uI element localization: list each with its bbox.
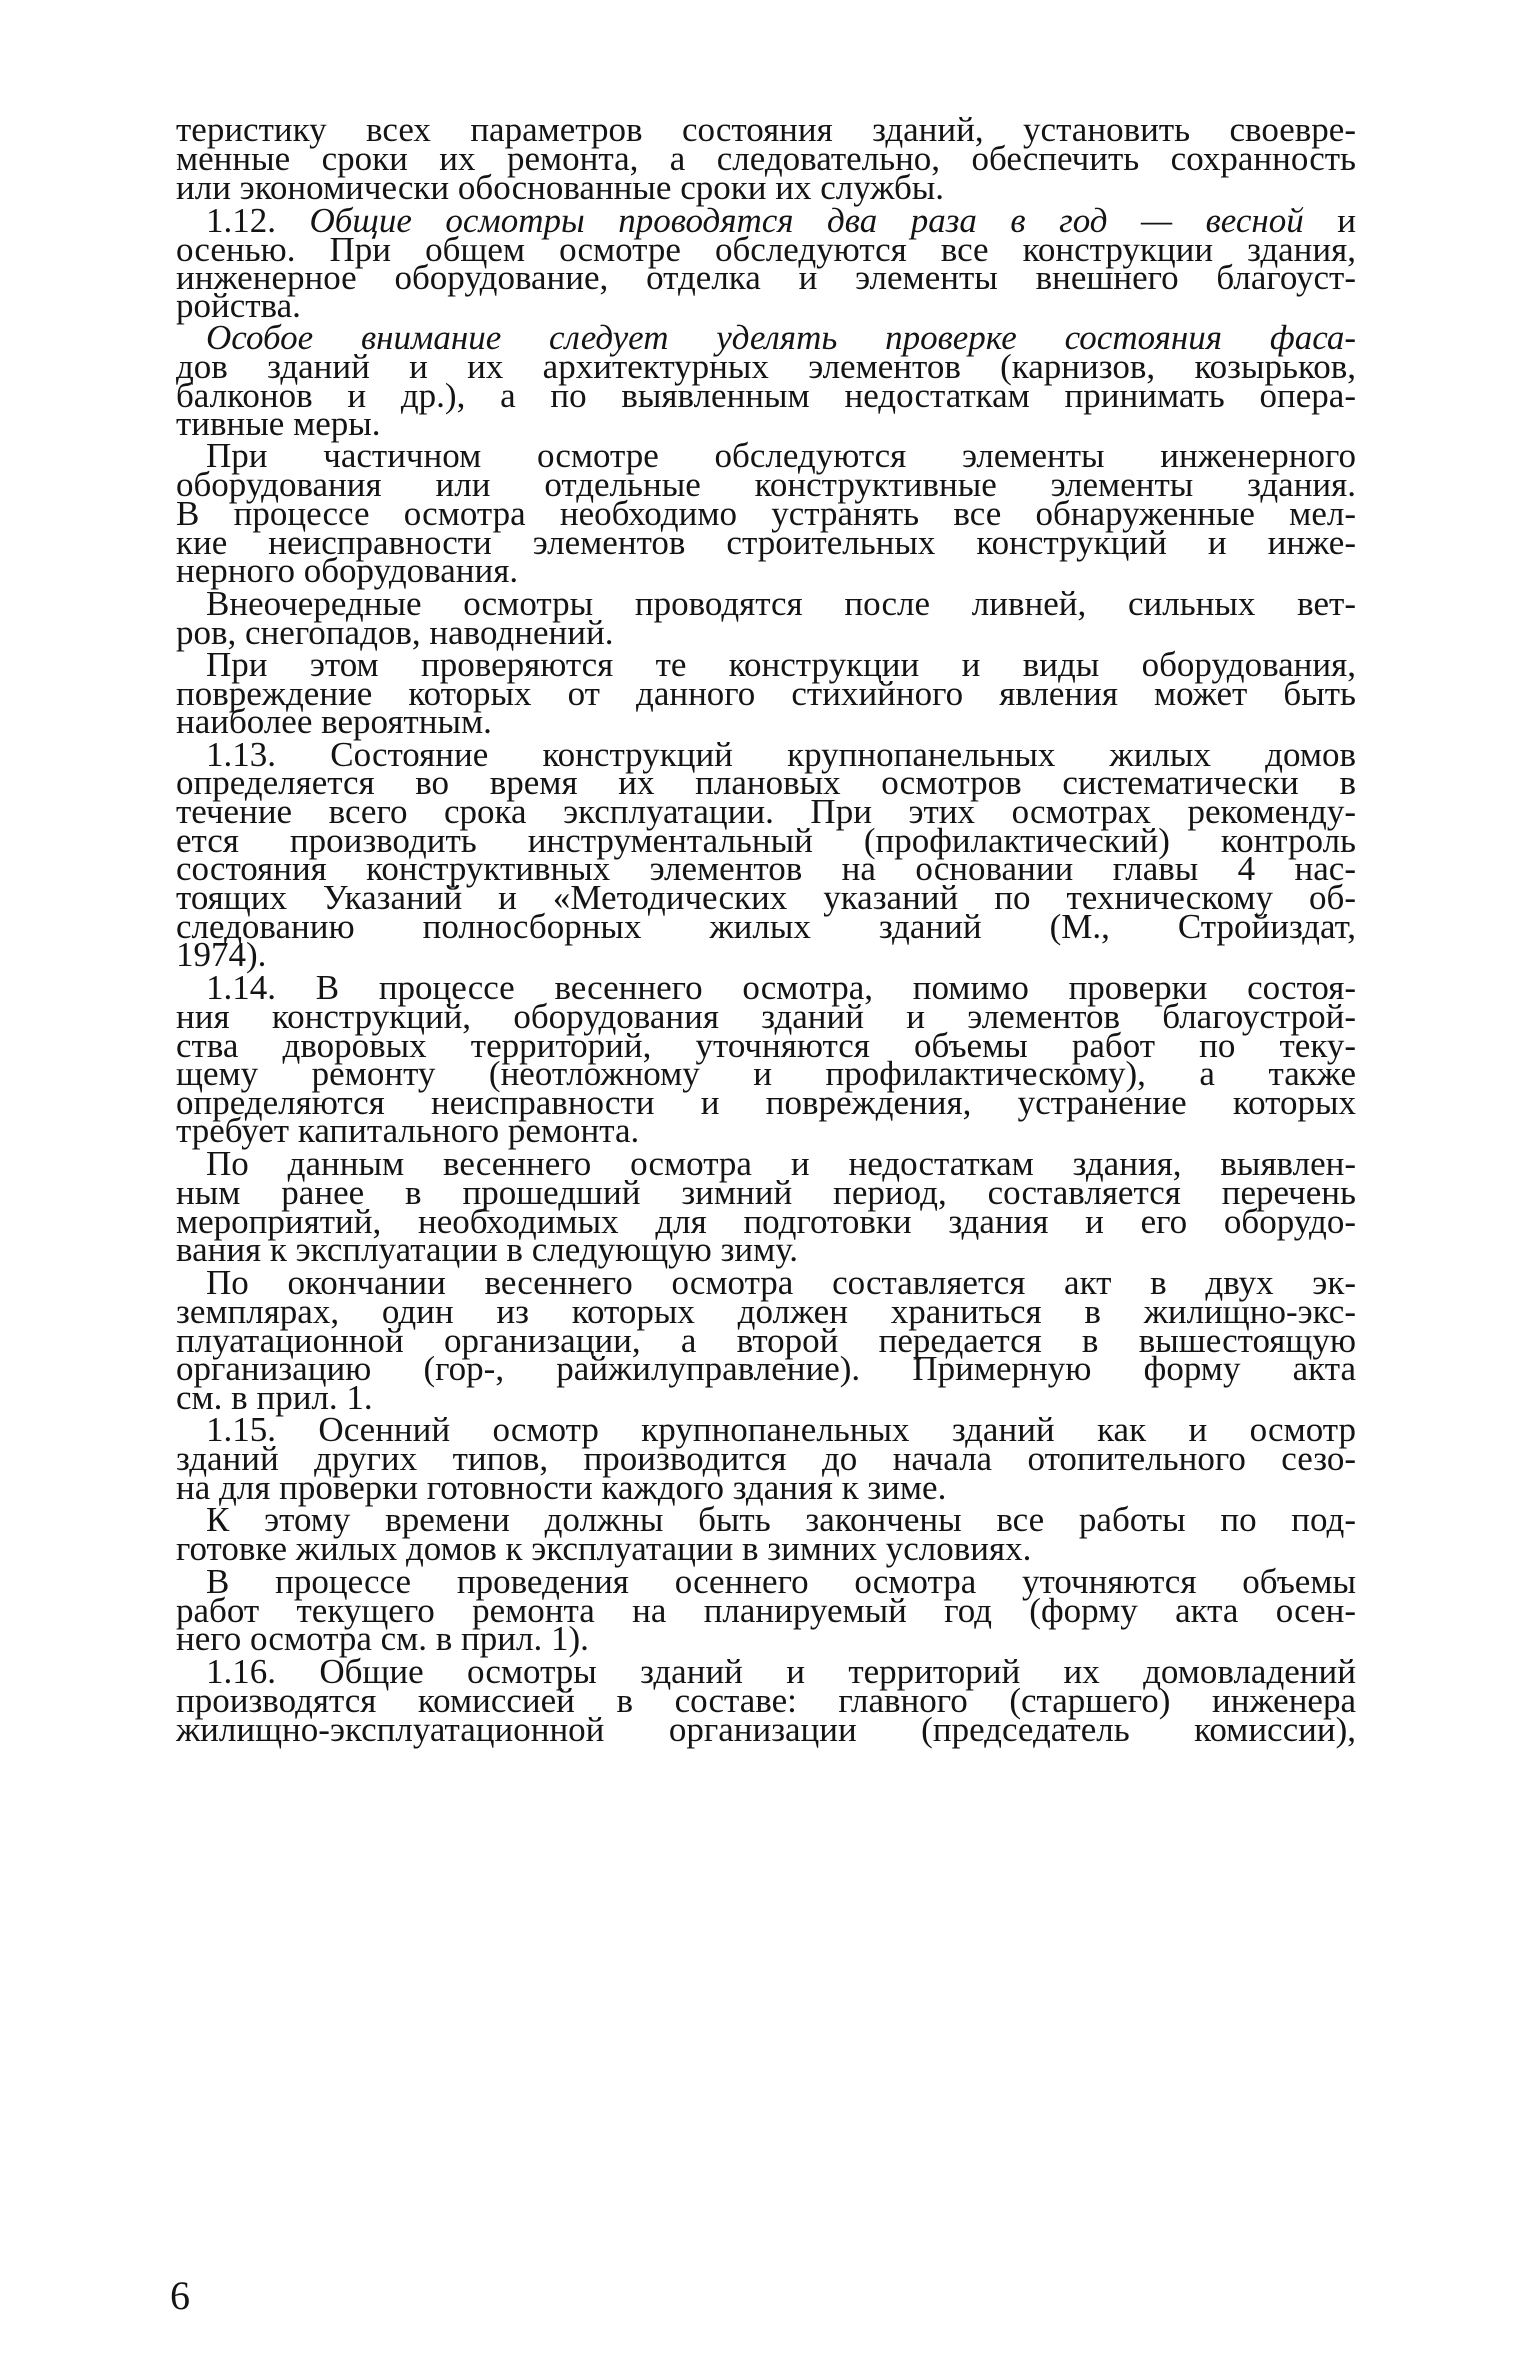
line-text: 1974). [176,935,267,974]
line-text: работ текущего ремонта на планируемый год (форму акта осен- [176,1591,1356,1630]
line-text: жилищно-эксплуатационной организации (председатель комиссии), [176,1710,1356,1749]
line-text: В процессе проведения осеннего осмотра уточняются объемы [206,1562,1356,1601]
text-line [176,1712,1356,1748]
line-text: нерного оборудования. [176,551,519,590]
line-text: При частичном осмотре обследуются элементы инженерного [206,436,1356,475]
line-text: дов зданий и их архитектурных элементов (карнизов, козырьков, [176,347,1356,386]
line-text: требует капитального ремонта. [176,1111,640,1150]
page-number: 6 [170,2273,190,2318]
line-text: состояния конструктивных элементов на основании главы 4 нас- [176,849,1356,888]
line-text: ется производить инструментальный (профилактический) контроль [176,821,1356,860]
line-text: повреждение которых от данного стихийного явления может быть [176,674,1356,713]
line-text: следованию полносборных жилых зданий (М., Стройиздат, [176,907,1356,946]
line-text: организацию (гор-, райжилуправление). Примерную форму акта [176,1349,1356,1388]
line-text: ства дворовых территорий, уточняются объемы работ по теку- [176,1026,1356,1065]
line-text: на для проверки готовности каждого здания к зиме. [176,1468,947,1507]
line-text: ния конструкций, оборудования зданий и элементов благоустрой- [176,997,1356,1036]
line-text: или экономически обоснованные сроки их службы. [176,168,945,207]
line-text: ров, снегопадов, наводнений. [176,613,614,652]
line-text: 1.15. Осенний осмотр крупнопанельных зданий как и осмотр [206,1410,1356,1449]
line-text: тивные меры. [176,404,381,443]
line-text: мероприятий, необходимых для подготовки здания и его оборудо- [176,1202,1356,1241]
line-text: балконов и др.), а по выявленным недостаткам принимать опера- [176,376,1356,415]
line-text: определяются неисправности и повреждения, устранение которых [176,1083,1356,1122]
line-text: зданий других типов, производится до начала отопительного сезо- [176,1439,1356,1478]
emphasis-text: Общие осмотры проводятся два раза в год — весной [309,201,1304,240]
line-text: земплярах, один из которых должен храниться в жилищно-экс- [176,1292,1356,1331]
line-text: кие неисправности элементов строительных конструкций и инже- [176,523,1356,562]
line-text: По данным весеннего осмотра и недостаткам здания, выявлен- [206,1144,1356,1183]
line-text: 1.14. В процессе весеннего осмотра, помимо проверки состоя- [206,968,1356,1007]
section-number: 1.12. [206,201,310,240]
line-text: осенью. При общем осмотре обследуются все конструкции здания, [176,230,1356,269]
line-text: см. в прил. 1. [176,1378,373,1417]
line-text: и [1303,201,1357,240]
line-text: менные сроки их ремонта, а следовательно, обеспечить сохранность [176,139,1356,178]
line-text: него осмотра см. в прил. 1). [176,1619,589,1658]
line-text: 1.13. Состояние конструкций крупнопанельных жилых домов [206,735,1356,774]
line-text: В процессе осмотра необходимо устранять все обнаруженные мел- [176,494,1356,533]
line-text: оборудования или отдельные конструктивные элементы здания. [176,465,1356,504]
line-text: тоящих Указаний и «Методических указаний по техническому об- [176,878,1356,917]
line-text: теристику всех параметров состояния зданий, установить своевре- [176,110,1356,149]
line-text: ным ранее в прошедший зимний период, составляется перечень [176,1173,1356,1212]
line-text: наиболее вероятным. [176,702,492,741]
line-text: определяется во время их плановых осмотров систематически в [176,763,1356,802]
line-text: производятся комиссией в составе: главного (старшего) инженера [176,1681,1356,1720]
emphasis-text: Особое внимание следует уделять проверке состояния фаса- [206,318,1356,357]
line-text: плуатационной организации, а второй передается в вышестоящую [176,1321,1356,1360]
line-text: готовке жилых домов к эксплуатации в зимних условиях. [176,1529,1032,1568]
line-text: 1.16. Общие осмотры зданий и территорий их домовладений [206,1652,1356,1691]
line-text: вания к эксплуатации в следующую зиму. [176,1230,799,1269]
line-text: Внеочередные осмотры проводятся после ливней, сильных вет- [206,584,1356,623]
line-text: щему ремонту (неотложному и профилактическому), а также [176,1054,1356,1093]
line-text: К этому времени должны быть закончены все работы по под- [206,1500,1356,1539]
line-text: течение всего срока эксплуатации. При этих осмотрах рекоменду- [176,792,1356,831]
line-text: ройства. [176,286,301,325]
line-text: инженерное оборудование, отделка и элементы внешнего благоуст- [176,258,1356,297]
line-text: При этом проверяются те конструкции и виды оборудования, [206,645,1356,684]
line-text: По окончании весеннего осмотра составляется акт в двух эк- [206,1263,1356,1302]
